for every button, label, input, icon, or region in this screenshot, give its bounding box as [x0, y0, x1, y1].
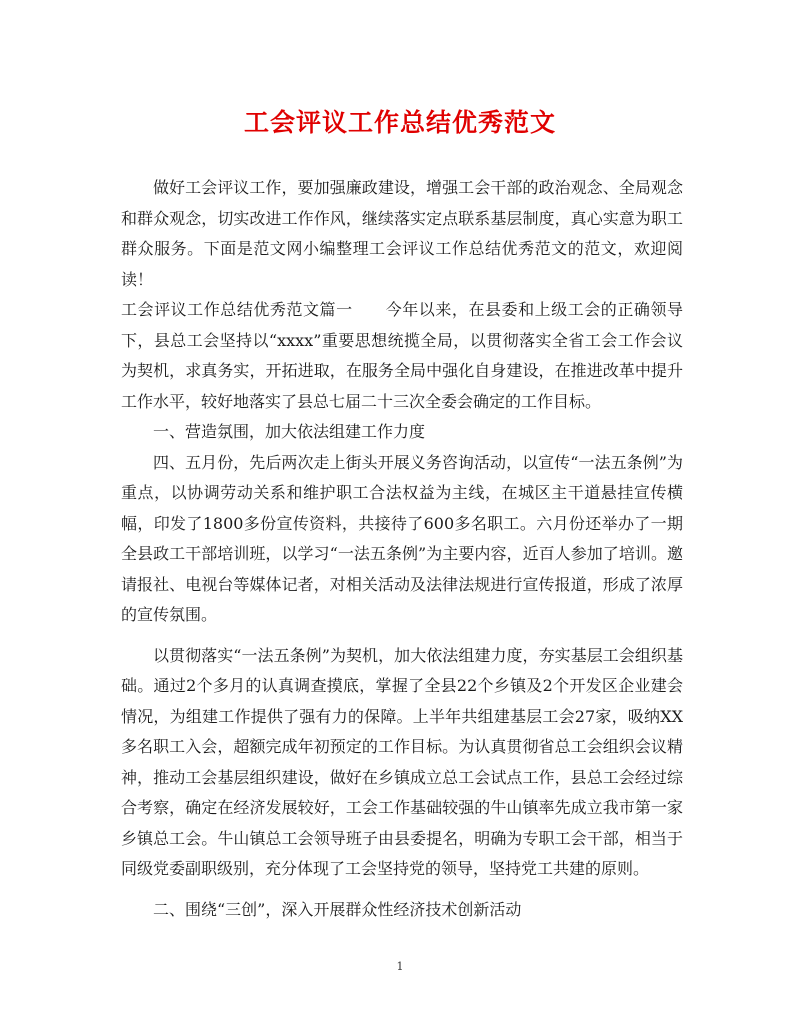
intro-paragraph: 做好工会评议工作，要加强廉政建设，增强工会干部的政治观念、全局观念和群众观念，切实改进工作作风，继续落实定点联系基层制度，真心实意为职工群众服务。下面是范文网小编整理工会评议工作总结优秀范文的范文，欢迎阅读！: [121, 178, 683, 289]
heading-two: 二、围绕“三创”，深入开展群众性经济技术创新活动: [153, 899, 522, 919]
paragraph-organization: 以贯彻落实“一法五条例”为契机，加大依法组建力度，夯实基层工会组织基础。通过2个多月的认真调查摸底，掌握了全县22个乡镇及2个开发区企业建会情况，为组建工作提供了强有力的保障。上半年共组建基层工会27家，吸纳XX多名职工入会，超额完成年初预定的工作目标。为认真贯彻省总工会组织会议精神，推动工会基层组织建设，做好在乡镇成立总工会试点工作，县总工会经过综合考察，确定在经济发展较好，工会工作基础较强的牛山镇率先成立我市第一家乡镇总工会。牛山镇总工会领导班子由县委提名，明确为专职工会干部，相当于同级党委副职级别，充分体现了工会坚持党的领导，坚持党工共建的原则。: [121, 645, 683, 878]
document-title: 工会评议工作总结优秀范文: [243, 108, 556, 137]
paragraph-publicity: 四、五月份，先后两次走上街头开展义务咨询活动，以宣传“一法五条例”为重点，以协调劳动关系和维护职工合法权益为主线，在城区主干道悬挂宣传横幅，印发了1800多份宣传资料，共接待了600多名职工。六月份还举办了一期全县政工干部培训班，以学习“一法五条例”为主要内容，近百人参加了培训。邀请报社、电视台等媒体记者，对相关活动及法律法规进行宣传报道，形成了浓厚的宣传氛围。: [121, 452, 683, 624]
section-lead-paragraph: 工会评议工作总结优秀范文篇一 今年以来，在县委和上级工会的正确领导下，县总工会坚持以“xxxx”重要思想统揽全局，以贯彻落实全省工会工作会议为契机，求真务实，开拓进取，在服务全局中强化自身建设，在推进改革中提升工作水平，较好地落实了县总七届二十三次全委会确定的工作目标。: [121, 300, 683, 411]
page-number: 1: [396, 960, 404, 973]
heading-one: 一、营造氛围，加大依法组建工作力度: [153, 422, 426, 441]
document-body: [121, 173, 683, 925]
